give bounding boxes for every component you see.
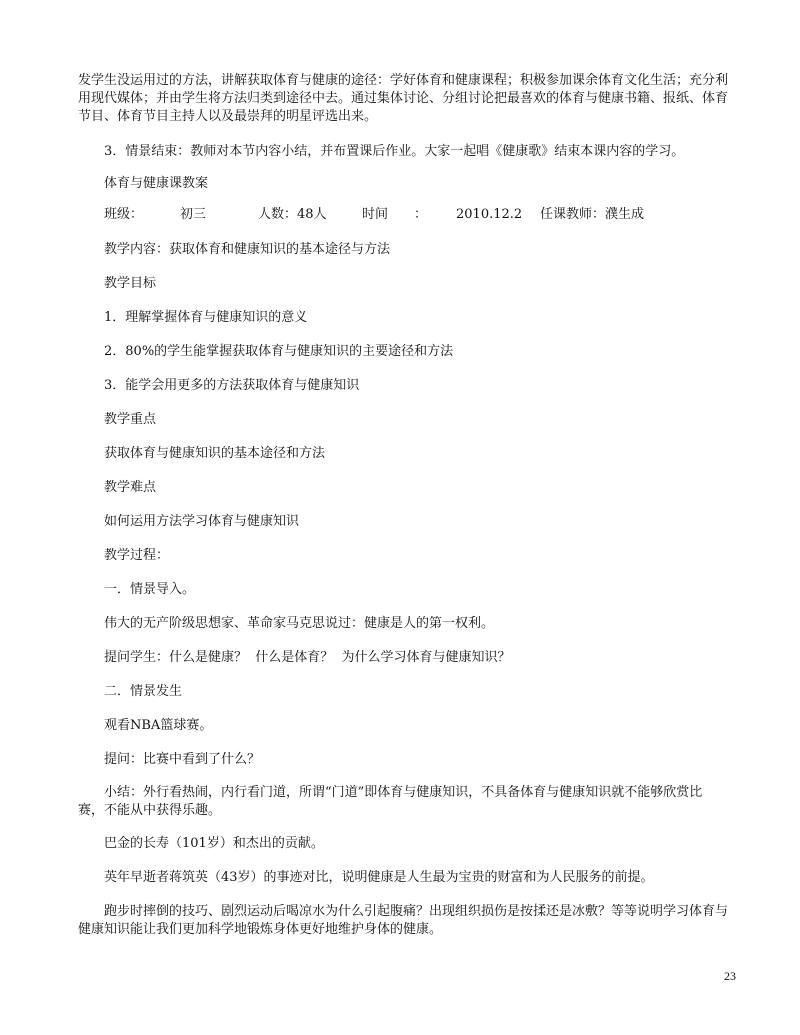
time-colon: ：	[414, 207, 428, 222]
objective-1: 1．理解掌握体育与健康知识的意义	[104, 310, 308, 325]
key-points-text: 获取体育与健康知识的基本途径和方法	[104, 446, 326, 461]
heading-difficulties: 教学难点	[104, 480, 157, 495]
teacher-name: 任课教师：濮生成	[540, 207, 645, 222]
page-number: 23	[724, 969, 736, 983]
paragraph-method-intro: 发学生没运用过的方法，讲解获取体育与健康的途径：学好体育和健康课程；积极参加课余体育文化生活；充分利用现代媒体；并由学生将方法归类到途径中去。通过集体讨论、分组讨论把最喜欢的体育与健康书籍、报纸、体育节目、体育节目主持人以及最崇拜的明星评选出来。	[78, 73, 729, 124]
time-label: 时间	[362, 207, 389, 222]
heading-objectives: 教学目标	[104, 276, 157, 291]
running-tips-paragraph: 跑步时摔倒的技巧、剧烈运动后喝凉水为什么引起腹痛？出现组织损伤是按揉还是冰敷？等等说明学习体育与健康知识能让我们更加科学地锻炼身体更好地维护身体的健康。	[78, 904, 729, 937]
summary-paragraph: 小结：外行看热闹，内行看门道，所谓“门道”即体育与健康知识，不具备体育与健康知识就不能够欣赏比赛，不能从中获得乐趣。	[78, 785, 703, 818]
question-match: 提问：比赛中看到了什么？	[104, 752, 261, 767]
question-students: 提问学生：什么是健康？ 什么是体育？ 为什么学习体育与健康知识？	[104, 650, 511, 665]
class-label: 班级：	[104, 207, 144, 222]
difficulties-text: 如何运用方法学习体育与健康知识	[104, 514, 300, 529]
bajin-longevity: 巴金的长寿（101岁）和杰出的贡献。	[104, 836, 324, 851]
section-2-heading: 二．情景发生	[104, 684, 183, 699]
teaching-content: 教学内容：获取体育和健康知识的基本途径与方法	[104, 242, 391, 257]
heading-key-points: 教学重点	[104, 412, 157, 427]
watch-nba: 观看NBA篮球赛。	[104, 718, 213, 733]
heading-process: 教学过程：	[104, 548, 170, 563]
jiang-zhuying-comparison: 英年早逝者蒋筑英（43岁）的事迹对比，说明健康是人生最为宝贵的财富和为人民服务的前提。	[104, 870, 654, 885]
lesson-plan-title: 体育与健康课教案	[104, 176, 209, 191]
objective-2: 2．80%的学生能掌握获取体育与健康知识的主要途径和方法	[104, 344, 454, 359]
marx-quote: 伟大的无产阶级思想家、革命家马克思说过：健康是人的第一权利。	[104, 616, 495, 631]
paragraph-scene-end: 3．情景结束：教师对本节内容小结，并布置课后作业。大家一起唱《健康歌》结束本课内容的学习。	[104, 144, 685, 159]
lesson-date: 2010.12.2	[456, 207, 523, 222]
class-value: 初三	[180, 207, 207, 222]
student-count: 人数：48人	[258, 207, 327, 222]
objective-3: 3．能学会用更多的方法获取体育与健康知识	[104, 378, 360, 393]
section-1-heading: 一．情景导入。	[104, 582, 196, 597]
class-info-row	[104, 206, 724, 224]
